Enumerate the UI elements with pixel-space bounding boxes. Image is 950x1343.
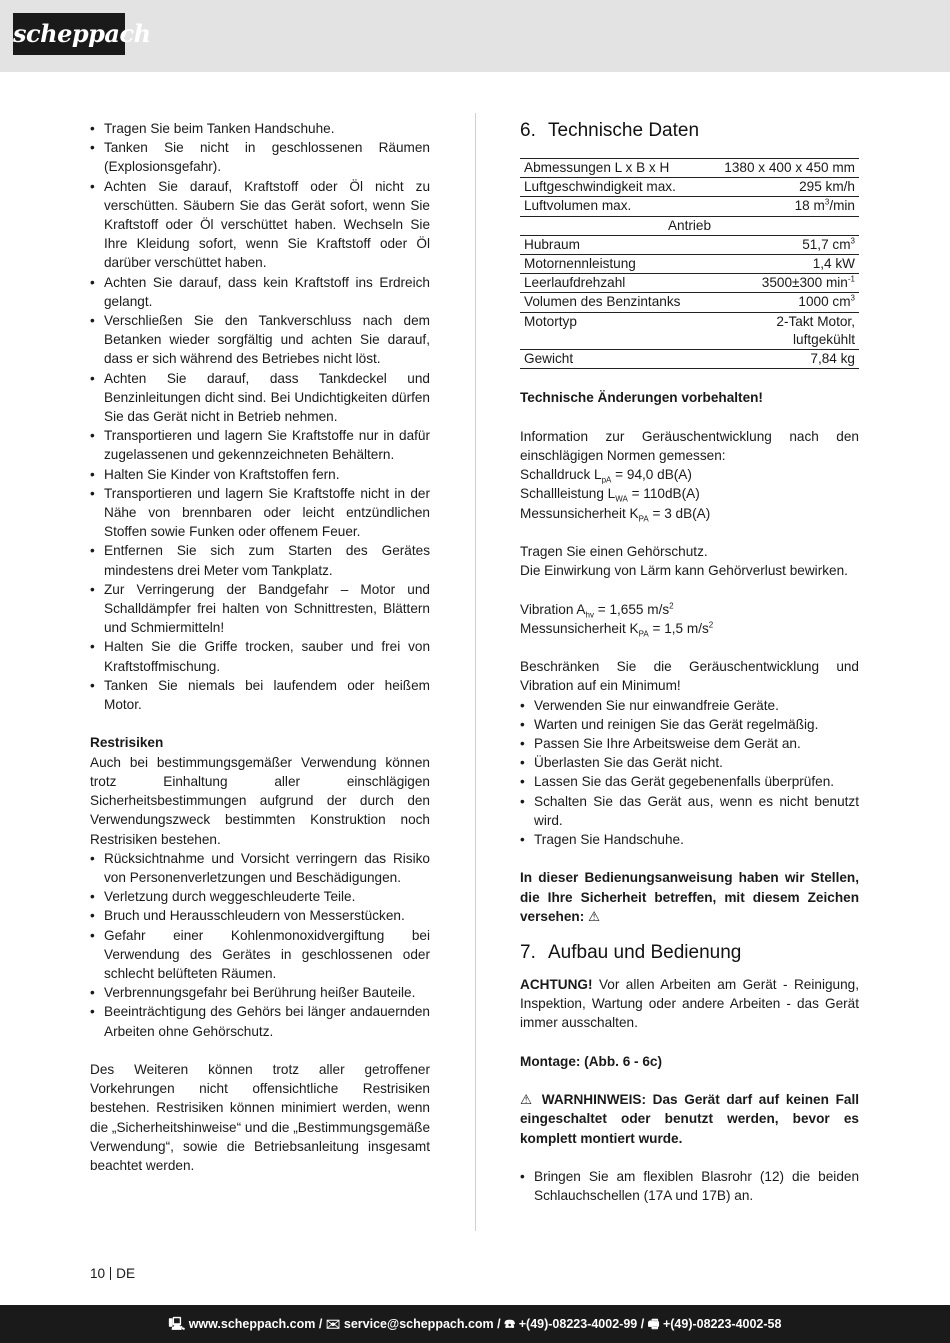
page-number: 10 DE <box>90 1266 136 1281</box>
table-row <box>520 312 859 349</box>
list-item: • Zur Verringerung der Bandgefahr – Motor und Schalldämpfer frei halten von Schnittresten, Blättern und Schmiermitteln! <box>90 580 430 638</box>
computer-icon: 🖳 <box>168 1317 186 1331</box>
list-item: • Transportieren und lagern Sie Kraftstoffe nicht in der Nähe von brennbaren oder leicht entzündlichen Stoffen sowie Funken oder offenem Feuer. <box>90 484 430 542</box>
list-item: • Bruch und Herausschleudern von Messerstücken. <box>90 906 430 925</box>
table-cell-value: 18 $m^3/\min$ <box>711 197 859 216</box>
noise-reduction-list <box>520 696 859 850</box>
table-section-row <box>520 216 859 235</box>
list-item: • Verbrennungsgefahr bei Berührung heißer Bauteile. <box>90 983 430 1002</box>
schallleistung-line: Schallleistung $L_{WA} = 110dB(A)$ <box>520 486 700 505</box>
list-item: • Achten Sie darauf, dass Tankdeckel und Benzinleitungen dicht sind. Bei Undichtigkeiten dürfen Sie das Gerät nicht in Betrieb nehmen. <box>90 369 430 427</box>
list-item: • Halten Sie die Griffe trocken, sauber und frei von Kraftstoffmischung. <box>90 637 430 675</box>
assembly-list <box>520 1167 859 1205</box>
table-cell-label: Leerlaufdrehzahl <box>520 274 711 293</box>
hearing-loss-note: Die Einwirkung von Lärm kann Gehörverlust bewirken. <box>520 563 848 579</box>
fuel-safety-list <box>90 119 430 714</box>
list-item: • Bringen Sie am flexiblen Blasrohr (12) die beiden Schlauchschellen (17A und 17B) an. <box>520 1167 859 1205</box>
list-item: • Verschließen Sie den Tankverschluss nach dem Betanken wieder sorgfältig und achten Sie darauf, dass er sich während des Betriebes nicht löst. <box>90 311 430 369</box>
list-item: • Überlasten Sie das Gerät nicht. <box>520 753 859 772</box>
list-item: • Warten und reinigen Sie das Gerät regelmäßig. <box>520 715 859 734</box>
schalldruck-line: Schalldruck $L_{pA} = 94,0$ dB(A) <box>520 467 692 485</box>
list-item: • Transportieren und lagern Sie Kraftstoffe nur in dafür zugelassenen und gekennzeichneten Behältern. <box>90 426 430 464</box>
closing-paragraph: Des Weiteren können trotz aller getroffener Vorkehrungen nicht offensichtliche Restrisiken bestehen. Restrisiken können minimiert werden, wenn die „Sicherheitshinweise“ und die „Bestimmungsgemäße Verwendung“, sowie die Betriebsanleitung insgesamt beachtet werden. <box>90 1061 431 1173</box>
table-row <box>520 255 859 274</box>
list-item: • Schalten Sie das Gerät aus, wenn es nicht benutzt wird. <box>520 792 859 830</box>
table-cell-value: 295 km/h <box>711 178 859 197</box>
table-cell-value: 1,4 kW <box>711 255 859 274</box>
table-row <box>520 293 859 312</box>
table-cell-label: Motornennleistung <box>520 255 711 274</box>
list-item: • Passen Sie Ihre Arbeitsweise dem Gerät an. <box>520 734 859 753</box>
table-row <box>520 274 859 293</box>
list-item: • Tragen Sie Handschuhe. <box>520 830 859 849</box>
fax-number: +(49)-08223-4002-58 <box>662 1317 782 1331</box>
website-link[interactable]: www.scheppach.com <box>188 1317 316 1331</box>
table-section-label: Antrieb <box>520 216 859 235</box>
section-6-heading <box>520 119 859 143</box>
table-cell-label: Abmessungen L x B x H <box>520 159 711 178</box>
email-link[interactable]: service@scheppach.com <box>343 1317 494 1331</box>
restrisiken-intro: Auch bei bestimmungsgemäßer Verwendung können trotz Einhaltung aller einschlägigen Sicherheitsbestimmungen aufgrund der durch den Verwendungszweck bestimmten Konstruktion noch Restrisiken bestehen. <box>90 754 430 847</box>
reduce-intro: Beschränken Sie die Geräuschentwicklung und Vibration auf ein Minimum! <box>520 659 859 694</box>
table-cell-label: Volumen des Benzintanks <box>520 293 711 312</box>
table-row <box>520 350 859 369</box>
list-item: • Tanken Sie nicht in geschlossenen Räumen (Explosionsgefahr). <box>90 138 430 176</box>
table-row <box>520 178 859 197</box>
column-divider <box>475 113 476 1231</box>
email-icon: ✉ <box>325 1317 341 1331</box>
list-item: • Rücksichtnahme und Vorsicht verringern das Risiko von Personenverletzungen und Beschädigungen. <box>90 849 430 887</box>
table-cell-value: 3500±300 $\min^{-1}$ <box>711 274 859 293</box>
table-row <box>520 235 859 254</box>
table-row <box>520 159 859 178</box>
list-item: • Achten Sie darauf, Kraftstoff oder Öl nicht zu verschütten. Säubern Sie das Gerät sofort, wenn Sie Kraftstoff oder Öl verschüttet haben. Wechseln Sie Ihre Kleidung sofort, wenn Sie Kraftstoff oder Öl darüber verschüttet haben. <box>90 177 430 273</box>
fax-icon: 🖷 <box>647 1317 660 1331</box>
table-cell-label: Gewicht <box>520 350 711 369</box>
warning-triangle-icon: ⚠ <box>588 908 601 924</box>
tech-note: Technische Änderungen vorbehalten! <box>520 390 763 406</box>
list-item: • Beeinträchtigung des Gehörs bei länger andauernden Arbeiten ohne Gehörschutz. <box>90 1002 430 1040</box>
list-item: • Verwenden Sie nur einwandfreie Geräte. <box>520 696 859 715</box>
table-row <box>520 197 859 216</box>
scheppach-logo: scheppach <box>13 13 125 55</box>
phone-icon: ☎ <box>504 1317 516 1331</box>
list-item: • Tragen Sie beim Tanken Handschuhe. <box>90 119 430 138</box>
section-7-number: 7. <box>520 942 536 964</box>
table-cell-label: Hubraum <box>520 235 711 254</box>
hearing-protection-note: Tragen Sie einen Gehörschutz. <box>520 544 708 560</box>
achtung-paragraph: ACHTUNG! Vor allen Arbeiten am Gerät - Reinigung, Inspektion, Wartung oder andere Arbeiten - das Gerät immer ausschalten. <box>520 977 859 1031</box>
vibration-uncertainty-line: Messunsicherheit $K_{PA} = 1,5$ $m/s^2$ <box>520 620 714 639</box>
list-item: • Halten Sie Kinder von Kraftstoffen fern. <box>90 465 430 484</box>
technical-data-table <box>520 158 859 369</box>
table-cell-value: 2-Takt Motor, luftgekühlt <box>711 312 859 349</box>
section-7-title: Aufbau und Bedienung <box>548 942 742 964</box>
list-item: • Lassen Sie das Gerät gegebenenfalls überprüfen. <box>520 772 859 791</box>
messunsicherheit-line: Messunsicherheit $K_{PA} = 3$ dB(A) <box>520 505 711 524</box>
table-cell-value: 1000 $cm^3$ <box>711 293 859 312</box>
section-7-heading <box>520 941 859 965</box>
table-cell-label: Luftgeschwindigkeit max. <box>520 178 711 197</box>
phone-number: +(49)-08223-4002-99 <box>518 1317 638 1331</box>
left-column <box>90 119 430 1175</box>
section-6-title: Technische Daten <box>548 120 700 141</box>
noise-intro: Information zur Geräuschentwicklung nach den einschlägigen Normen gemessen: <box>520 428 859 464</box>
residual-risk-list <box>90 849 430 1041</box>
warning-triangle-icon: ⚠ <box>520 1092 536 1108</box>
warnhinweis-paragraph: ⚠ WARNHINWEIS: Das Gerät darf auf keinen Fall eingeschaltet oder benutzt werden, bevor es komplett montiert wurde. <box>520 1092 860 1146</box>
restrisiken-heading: Restrisiken <box>90 735 164 751</box>
list-item: • Tanken Sie niemals bei laufendem oder heißem Motor. <box>90 676 430 714</box>
list-item: • Entfernen Sie sich zum Starten des Gerätes mindestens drei Meter vom Tankplatz. <box>90 541 430 579</box>
header-band <box>0 0 950 72</box>
list-item: • Verletzung durch weggeschleuderte Teile. <box>90 887 430 906</box>
table-cell-value: 1380 x 400 x 450 mm <box>711 159 859 178</box>
section-6-number: 6. <box>520 120 536 141</box>
table-cell-value: 51,7 $cm^3$ <box>711 235 859 254</box>
table-cell-label: Luftvolumen max. <box>520 197 711 216</box>
right-column <box>520 119 859 1205</box>
list-item: • Achten Sie darauf, dass kein Kraftstoff ins Erdreich gelangt. <box>90 273 430 311</box>
footer-contact-bar: 🖳 www.scheppach.com / ✉ service@scheppach.com / ☎ +(49)-08223-4002-99 / 🖷 +(49)-08223-4002-58 <box>0 1305 950 1343</box>
list-item: • Gefahr einer Kohlenmonoxidvergiftung bei Verwendung des Gerätes in geschlossenen oder schlecht belüfteten Räumen. <box>90 926 430 984</box>
montage-heading: Montage: (Abb. 6 - 6c) <box>520 1053 662 1069</box>
table-cell-value: 7,84 kg <box>711 350 859 369</box>
table-cell-label: Motortyp <box>520 312 711 349</box>
safety-symbol-note: In dieser Bedienungsanweisung haben wir Stellen, die Ihre Sicherheit betreffen, mit diesem Zeichen versehen: ⚠ <box>520 870 859 924</box>
vibration-line: Vibration $A_{hv} = 1,655$ $m/s^2$ <box>520 601 674 620</box>
